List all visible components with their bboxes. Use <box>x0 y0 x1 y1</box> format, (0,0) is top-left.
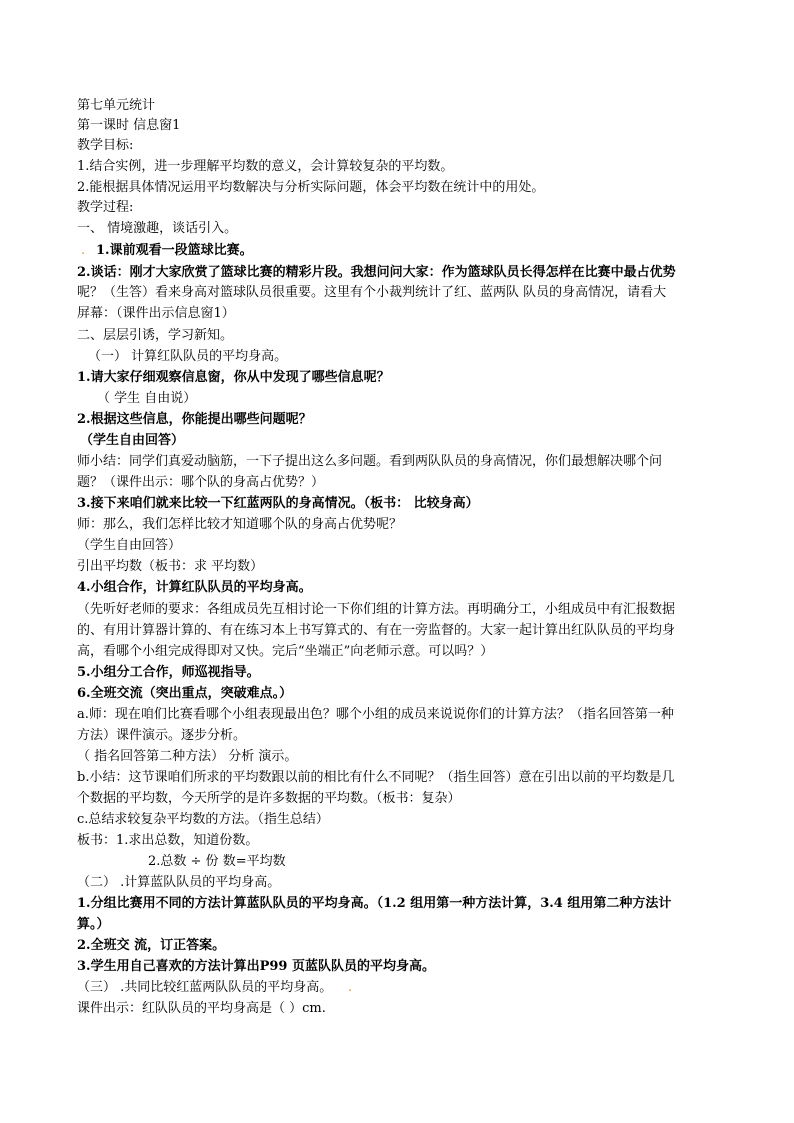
step-a-line-2: 方法）课件演示。逐步分析。 <box>77 728 247 743</box>
section-1-item-1: 1.课前观看一段篮球比赛。 <box>96 243 253 258</box>
question-6: 6.全班交流（突出重点，突破难点。） <box>77 686 293 701</box>
board-line-2: 2.总数 ÷ 份 数=平均数 <box>148 854 286 869</box>
question-1: 1.请大家仔细观察信息窗，你从中发现了哪些信息呢？ <box>77 370 390 385</box>
process-heading: 教学过程: <box>77 200 134 215</box>
subsection-2-line-1: 1.分组比赛用不同的方法计算蓝队队员的平均身高。（1.2 组用第一种方法计算，3.4 组用第二种方法计 <box>77 896 672 911</box>
question-3: 3.接下来咱们就来比较一下红蓝两队的身高情况。（板书： 比较身高） <box>77 496 479 511</box>
step-c-line-1: c.总结求较复杂平均数的方法。（指生总结） <box>77 812 329 827</box>
lesson-title: 第一课时 信息窗1 <box>77 118 181 133</box>
objective-2: 2.能根据具体情况运用平均数解决与分析实际问题，体会平均数在统计中的用处。 <box>77 180 545 195</box>
objective-1: 1.结合实例，进一步理解平均数的意义，会计算较复杂的平均数。 <box>77 159 454 174</box>
subsection-2-line-4: 3.学生用自己喜欢的方法计算出P99 页蓝队队员的平均身高。 <box>77 959 435 974</box>
teacher-question: 师：那么，我们怎样比较才知道哪个队的身高占优势呢？ <box>77 517 403 532</box>
question-2-answer: （学生自由回答） <box>80 433 185 448</box>
introduce-average: 引出平均数（板书：求 平均数） <box>77 559 264 574</box>
section-1-item-2-line-1: 2.谈话：刚才大家欣赏了篮球比赛的精彩片段。我想问问大家：作为篮球队员长得怎样在比赛中最占优势 <box>77 265 676 280</box>
question-1-answer: （ 学生 自由说） <box>97 391 197 406</box>
step-a-line-1: a.师：现在咱们比赛看哪个小组表现最出色？哪个小组的成员来说说你们的计算方法？（指名回答第一种 <box>77 707 674 722</box>
unit-title: 第七单元统计 <box>77 98 156 113</box>
subsection-2-heading: （二） .计算蓝队队员的平均身高。 <box>77 875 281 890</box>
objectives-heading: 教学目标: <box>77 138 134 153</box>
section-2-heading: 二、层层引诱，学习新知。 <box>77 328 234 343</box>
subsection-2-line-2: 算。） <box>77 917 110 932</box>
question-5: 5.小组分工合作，师巡视指导。 <box>77 665 260 680</box>
section-1-heading: 一、 情境激趣，谈话引入。 <box>77 221 238 236</box>
question-4-line-3: 高，看哪个小组完成得即对又快。完后“坐端正”向老师示意。可以吗？） <box>77 644 494 659</box>
section-1-item-2-line-2: 呢？（生答）看来身高对篮球队员很重要。这里有个小裁判统计了红、蓝两队 队员的身高情况，请看大 <box>77 285 667 300</box>
free-answer: （学生自由回答） <box>77 538 182 553</box>
stray-dot-mark-2: . <box>348 980 353 995</box>
summary-line-2: 题？（课件出示：哪个队的身高占优势？） <box>77 475 325 490</box>
subsection-3-heading: （三） .共同比较红蓝两队队员的平均身高。 <box>77 980 333 995</box>
final-line: 课件出示：红队队员的平均身高是（ ）cm. <box>77 1001 326 1016</box>
board-line-1: 板书：1.求出总数，知道份数。 <box>77 833 259 848</box>
step-b-line-2: 个数据的平均数，今天所学的是许多数据的平均数。（板书：复杂） <box>77 791 461 806</box>
section-1-item-2-line-3: 屏幕：（课件出示信息窗1） <box>77 306 235 321</box>
question-4: 4.小组合作，计算红队队员的平均身高。 <box>77 580 312 595</box>
step-a-line-3: （ 指名回答第二种方法） 分析 演示。 <box>77 749 298 764</box>
summary-line-1: 师小结：同学们真爱动脑筋，一下子提出这么多问题。看到两队队员的身高情况，你们最想解决哪个问 <box>77 454 663 469</box>
subsection-2-line-3: 2.全班交 流，订正答案。 <box>77 938 226 953</box>
question-4-line-1: （先听好老师的要求：各组成员先互相讨论一下你们组的计算方法。再明确分工，小组成员中有汇报数据 <box>77 602 676 617</box>
step-b-line-1: b.小结：这节课咱们所求的平均数跟以前的相比有什么不同呢？（指生回答）意在引出以前的平均数是几 <box>77 770 675 785</box>
question-4-line-2: 的、有用计算器计算的、有在练习本上书写算式的、有在一旁监督的。大家一起计算出红队队员的平均身 <box>77 623 676 638</box>
subsection-1-heading: （一） 计算红队队员的平均身高。 <box>88 349 288 364</box>
stray-dot-mark: . <box>81 243 86 258</box>
question-2: 2.根据这些信息，你能提出哪些问题呢？ <box>77 412 312 427</box>
